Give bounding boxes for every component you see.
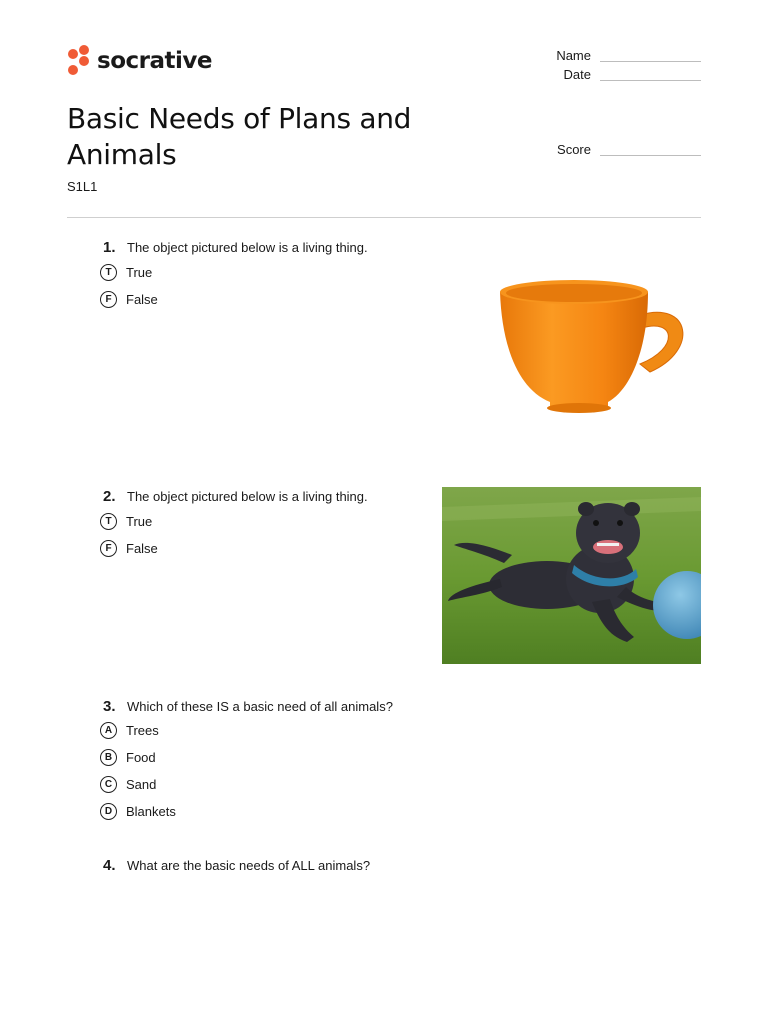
date-line <box>600 80 701 81</box>
option-letter-circle: B <box>100 749 117 766</box>
question-4 <box>100 857 370 877</box>
question-3 <box>100 698 393 821</box>
score-label: Score <box>557 142 591 157</box>
option-letter-circle: D <box>100 803 117 820</box>
question-number: 4. <box>103 857 116 874</box>
answer-option[interactable] <box>100 263 368 282</box>
option-letter-circle: F <box>100 540 117 557</box>
option-label: Blankets <box>126 804 176 819</box>
answer-option[interactable] <box>100 775 393 794</box>
orange-cup-image <box>490 240 701 456</box>
answer-option[interactable] <box>100 512 368 531</box>
option-letter-circle: T <box>100 264 117 281</box>
answer-option[interactable] <box>100 748 393 767</box>
question-1 <box>100 239 368 309</box>
option-letter-circle: F <box>100 291 117 308</box>
question-number: 1. <box>103 239 116 256</box>
option-label: False <box>126 292 158 307</box>
date-field[interactable] <box>520 67 701 85</box>
answer-option[interactable] <box>100 721 393 740</box>
name-line <box>600 61 701 62</box>
answer-option[interactable] <box>100 802 393 821</box>
option-label: Sand <box>126 777 157 792</box>
page-title: Basic Needs of Plans and Animals <box>67 102 412 171</box>
question-2 <box>100 488 368 558</box>
option-label: True <box>126 514 153 529</box>
option-label: Food <box>126 750 156 765</box>
score-line <box>600 155 701 156</box>
header-divider <box>67 217 701 218</box>
name-label: Name <box>556 48 591 63</box>
question-text: Which of these IS a basic need of all animals? <box>127 699 393 714</box>
question-number: 3. <box>103 698 116 715</box>
brand-name: socrative <box>97 48 212 74</box>
dog-image <box>442 487 701 664</box>
date-label: Date <box>563 67 591 82</box>
page-subtitle: S1L1 <box>67 179 98 194</box>
option-letter-circle: A <box>100 722 117 739</box>
option-label: Trees <box>126 723 159 738</box>
option-letter-circle: C <box>100 776 117 793</box>
orange-cup-icon <box>490 240 701 456</box>
question-text: The object pictured below is a living thing. <box>127 240 368 255</box>
score-field[interactable] <box>520 142 701 160</box>
name-field[interactable] <box>520 48 701 66</box>
socrative-logo <box>67 45 212 77</box>
socrative-logo-mark-icon <box>67 45 91 77</box>
option-label: False <box>126 541 158 556</box>
dog-on-grass-icon <box>442 487 701 664</box>
question-text: What are the basic needs of ALL animals? <box>127 858 371 873</box>
answer-option[interactable] <box>100 539 368 558</box>
answer-option[interactable] <box>100 290 368 309</box>
option-letter-circle: T <box>100 513 117 530</box>
question-number: 2. <box>103 488 116 505</box>
question-text: The object pictured below is a living thing. <box>127 489 368 504</box>
option-label: True <box>126 265 153 280</box>
